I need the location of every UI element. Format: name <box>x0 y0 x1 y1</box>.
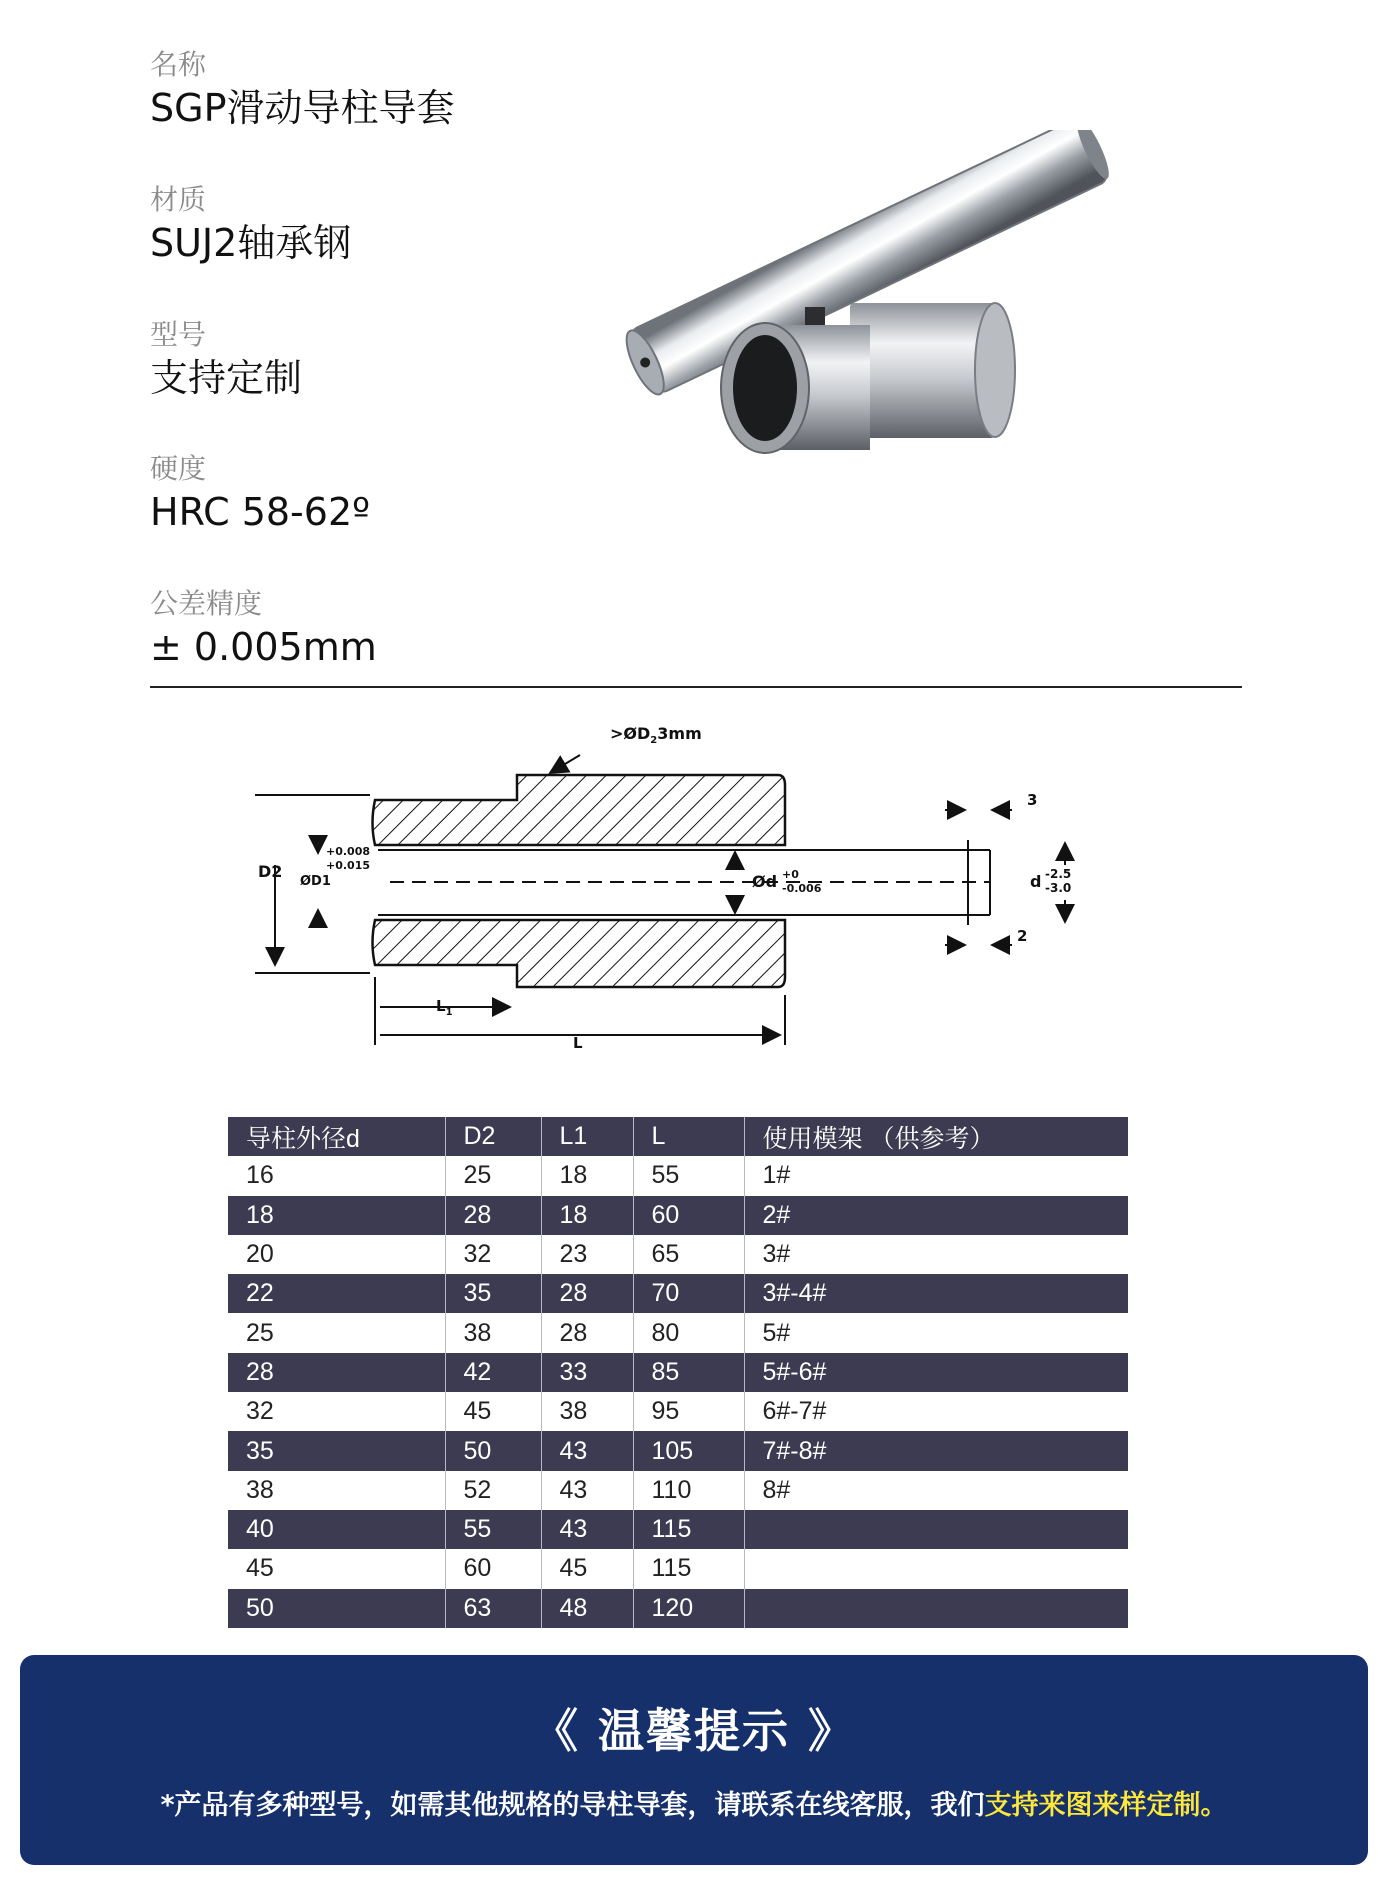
drawing-labels <box>258 724 1071 1052</box>
callout-d2: $>ØD_23mm$ <box>610 724 702 746</box>
table-cell: 42 <box>445 1353 541 1392</box>
table-cell: 5# <box>762 1318 791 1347</box>
table-row <box>228 1589 1128 1628</box>
table-cell: 16 <box>228 1156 445 1195</box>
spec-label: 材质 <box>150 183 207 216</box>
table-cell: 115 <box>633 1549 744 1588</box>
technical-drawing <box>250 715 1080 1060</box>
table-body <box>228 1156 1128 1628</box>
table-cell: 6#-7# <box>762 1397 827 1426</box>
table-cell: 95 <box>633 1392 744 1431</box>
table-cell: 60 <box>445 1549 541 1588</box>
table-cell: 50 <box>445 1431 541 1470</box>
table-cell: 43 <box>541 1471 633 1510</box>
tol-groove-upper: -2.5 <box>1045 867 1072 881</box>
tol-d-lower: -0.006 <box>782 882 822 895</box>
table-cell: 1# <box>762 1161 791 1190</box>
notice-text-prefix: *产品有多种型号，如需其他规格的导柱导套，请联系在线客服，我们 <box>160 1790 985 1821</box>
notice-title: 《 温馨提示 》 <box>531 1704 857 1758</box>
table-cell: 38 <box>445 1313 541 1352</box>
table-cell: 32 <box>228 1392 445 1431</box>
table-cell: 38 <box>228 1471 445 1510</box>
spec-value: ± 0.005mm <box>150 625 377 669</box>
table-cell: 20 <box>228 1235 445 1274</box>
table-cell: 18 <box>541 1196 633 1235</box>
table-row <box>228 1471 1128 1510</box>
notice-banner <box>20 1655 1368 1865</box>
notice-text <box>20 1783 1368 1822</box>
label-d: Ød <box>752 872 778 891</box>
table-row <box>228 1274 1128 1313</box>
label-l: L <box>573 1034 583 1052</box>
table-cell: 52 <box>445 1471 541 1510</box>
table-cell: 45 <box>541 1549 633 1588</box>
label-l1: $L_1$ <box>436 997 453 1018</box>
table-cell: 25 <box>445 1156 541 1195</box>
spec-label: 公差精度 <box>150 587 263 620</box>
table-cell <box>744 1510 1128 1549</box>
table-cell: 110 <box>633 1471 744 1510</box>
tol-d1-upper: +0.008 <box>326 845 371 858</box>
table-cell: 3# <box>762 1240 791 1269</box>
table-cell: 35 <box>228 1431 445 1470</box>
spec-label: 型号 <box>150 318 207 351</box>
header-cell: 使用模架 （供参考） <box>762 1124 995 1153</box>
spec-name <box>150 48 503 132</box>
spec-table <box>228 1117 1128 1628</box>
spec-material <box>150 183 503 267</box>
table-cell: 28 <box>541 1313 633 1352</box>
table-row <box>228 1156 1128 1195</box>
header-cell: L1 <box>541 1117 633 1156</box>
table-cell: 28 <box>445 1196 541 1235</box>
dim-2: 2 <box>1017 927 1028 945</box>
label-d2: D2 <box>258 862 283 881</box>
header-cell: 导柱外径d <box>228 1117 445 1156</box>
table-row <box>228 1235 1128 1274</box>
section-divider <box>150 686 1242 688</box>
table-cell <box>744 1549 1128 1588</box>
guide-bushing <box>721 303 1015 453</box>
table-cell: 55 <box>633 1156 744 1195</box>
spec-label: 名称 <box>150 48 207 81</box>
spec-label: 硬度 <box>150 452 207 485</box>
table-cell: 115 <box>633 1510 744 1549</box>
header-cell: L <box>633 1117 744 1156</box>
table-cell: 55 <box>445 1510 541 1549</box>
table-row <box>228 1313 1128 1352</box>
table-row <box>228 1431 1128 1470</box>
table-cell: 32 <box>445 1235 541 1274</box>
table-cell: 25 <box>228 1313 445 1352</box>
table-cell <box>744 1589 1128 1628</box>
tol-d-upper: +0 <box>782 868 799 881</box>
table-cell: 60 <box>633 1196 744 1235</box>
table-cell: 35 <box>445 1274 541 1313</box>
table-cell: 3#-4# <box>762 1279 827 1308</box>
table-row <box>228 1549 1128 1588</box>
spec-value: 支持定制 <box>150 356 303 400</box>
table-cell: 38 <box>541 1392 633 1431</box>
table-cell: 48 <box>541 1589 633 1628</box>
spec-value: SGP滑动导柱导套 <box>150 86 455 130</box>
spec-hardness <box>150 452 503 536</box>
table-row <box>228 1510 1128 1549</box>
tol-d1-lower: +0.015 <box>326 859 371 872</box>
table-cell: 85 <box>633 1353 744 1392</box>
spec-value: HRC 58-62º <box>150 490 371 534</box>
table-cell: 70 <box>633 1274 744 1313</box>
table-cell: 28 <box>228 1353 445 1392</box>
table-row <box>228 1392 1128 1431</box>
table-cell: 120 <box>633 1589 744 1628</box>
tol-groove-lower: -3.0 <box>1045 881 1072 895</box>
table-header <box>228 1117 1128 1156</box>
spec-model <box>150 318 503 402</box>
table-cell: 43 <box>541 1431 633 1470</box>
spec-value: SUJ2轴承钢 <box>150 221 352 265</box>
table-cell: 65 <box>633 1235 744 1274</box>
table-cell: 7#-8# <box>762 1436 827 1465</box>
table-cell: 33 <box>541 1353 633 1392</box>
label-groove-d: d <box>1030 872 1042 891</box>
table-cell: 43 <box>541 1510 633 1549</box>
table-cell: 8# <box>762 1475 791 1504</box>
table-cell: 50 <box>228 1589 445 1628</box>
table-cell: 40 <box>228 1510 445 1549</box>
table-row <box>228 1196 1128 1235</box>
table-cell: 63 <box>445 1589 541 1628</box>
table-cell: 80 <box>633 1313 744 1352</box>
label-d1: ØD1 <box>300 874 331 889</box>
dim-3: 3 <box>1027 791 1038 809</box>
table-cell: 23 <box>541 1235 633 1274</box>
table-cell: 18 <box>541 1156 633 1195</box>
header-cell: D2 <box>445 1117 541 1156</box>
table-cell: 28 <box>541 1274 633 1313</box>
spec-tolerance <box>150 587 503 671</box>
table-cell: 22 <box>228 1274 445 1313</box>
table-cell: 45 <box>228 1549 445 1588</box>
product-image <box>600 130 1180 550</box>
table-cell: 105 <box>633 1431 744 1470</box>
table-cell: 2# <box>762 1200 791 1229</box>
table-row <box>228 1353 1128 1392</box>
table-cell: 18 <box>228 1196 445 1235</box>
notice-highlight: 支持来图来样定制。 <box>984 1790 1228 1821</box>
table-cell: 5#-6# <box>762 1357 827 1386</box>
table-cell: 45 <box>445 1392 541 1431</box>
